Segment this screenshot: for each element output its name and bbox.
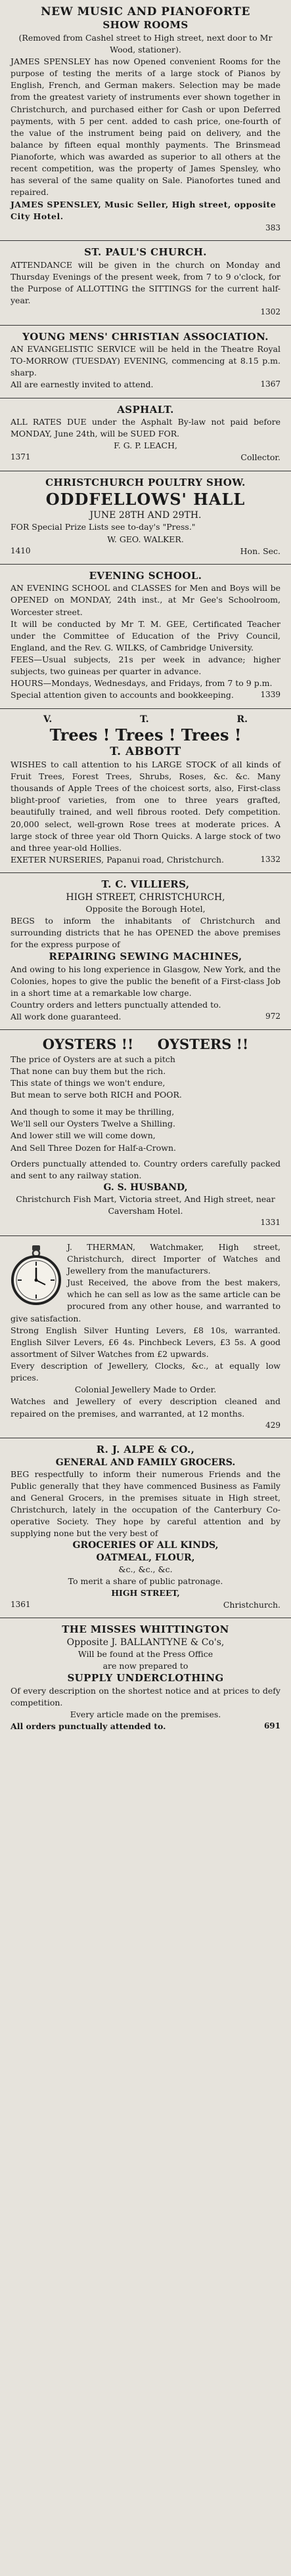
watches-ad bbox=[0, 1236, 291, 1438]
ad-title: EVENING SCHOOL. bbox=[89, 569, 202, 582]
ad-body: AN EVANGELISTIC SERVICE will be held in the Theatre Royal TO-MORROW (TUESDAY) EVENING, commencing at 8.15 p.m. sharp. bbox=[11, 344, 280, 378]
ad-body: AN EVENING SCHOOL and CLASSES for Men and Boys will be OPENED on MONDAY, 24th inst., at Mr Gee's Schoolroom, Worcester street. bbox=[11, 583, 280, 617]
piano-ad bbox=[0, 0, 291, 241]
verse-line: We'll sell our Oysters Twelve a Shilling. bbox=[11, 1119, 175, 1129]
ad-hall: ODDFELLOWS' HALL bbox=[45, 490, 246, 509]
ad-headline: OYSTERS !! OYSTERS !! bbox=[42, 1036, 249, 1053]
ad-signature: F. G. P. LEACH, bbox=[114, 440, 177, 451]
ad-number: 1367 bbox=[260, 379, 280, 389]
ad-line: All work done guaranteed. bbox=[11, 1012, 122, 1022]
ad-line: All are earnestly invited to attend. bbox=[11, 379, 154, 390]
ad-body-3: Strong English Silver Hunting Levers, £8 10s, warranted. English Silver Levers, £6 4s. Pinchbeck Levers, £3 5s. A good assortment of Silver Watches from £2 upwards. bbox=[11, 1325, 280, 1359]
ad-subtitle-2: Opposite the Borough Hotel, bbox=[85, 903, 206, 914]
vtr-letter: V. bbox=[43, 714, 53, 725]
ad-signature-title: Hon. Sec. bbox=[240, 546, 280, 556]
alpe-grocers-ad bbox=[0, 1438, 291, 1618]
ad-signature-title: Christchurch. bbox=[223, 1600, 280, 1610]
ad-number: 1339 bbox=[260, 690, 280, 700]
asphalt-ad bbox=[0, 398, 291, 471]
ad-title: NEW MUSIC AND PIANOFORTE bbox=[41, 5, 250, 18]
ad-body: Orders punctually attended to. Country orders carefully packed and sent to any railway station. bbox=[11, 1158, 280, 1180]
ad-number: 1332 bbox=[260, 854, 280, 864]
ad-body-3: Country orders and letters punctually attended to. bbox=[11, 1000, 221, 1010]
ad-signature: W. GEO. WALKER. bbox=[107, 534, 184, 544]
verse-line: That none can buy them but the rich. bbox=[11, 1065, 166, 1076]
ad-body-5: Special attention given to accounts and bookkeeping. bbox=[11, 690, 234, 700]
ad-title: ST. PAUL'S CHURCH. bbox=[84, 246, 207, 259]
ad-body: ALL RATES DUE under the Asphalt By-law not paid before MONDAY, June 24th, will be SUED FOR. bbox=[11, 417, 280, 439]
ymca-ad bbox=[0, 326, 291, 398]
ad-body-4: Every description of Jewellery, Clocks, &c., at equally low prices. bbox=[11, 1361, 280, 1383]
verse-spacer bbox=[11, 1101, 280, 1106]
ad-body-2: It will be conducted by Mr T. M. GEE, Certificated Teacher under the Committee of Education of the Privy Council, England, and the Rev. G. WILKS, of Cambridge University. bbox=[11, 618, 280, 653]
ad-footer-row bbox=[11, 1011, 280, 1023]
ad-subtitle: GENERAL AND FAMILY GROCERS. bbox=[55, 1457, 236, 1468]
ad-footer-row bbox=[11, 1721, 280, 1732]
vtr-letter: R. bbox=[236, 714, 248, 725]
ad-body-2: And owing to his long experience in Glasgow, New York, and the Colonies, hopes to give the public the benefit of a First-class Job in a short time at a remarkable low charge. bbox=[11, 964, 280, 998]
vtr-header bbox=[11, 714, 280, 725]
ad-body-2: are now prepared to bbox=[102, 1661, 189, 1671]
ad-body-3: FEES—Usual subjects, 21s per week in advance; higher subjects, two guineas per quarter in advance. bbox=[11, 655, 280, 677]
verse-line: And though to some it may be thrilling, bbox=[11, 1107, 175, 1117]
ad-footer-row bbox=[11, 452, 280, 463]
trees-ad bbox=[0, 709, 291, 874]
ad-note: (Removed from Cashel street to High street, next door to Mr Wood, stationer). bbox=[18, 32, 273, 54]
ad-body-4: HOURS—Mondays, Wednesdays, and Fridays, from 7 to 9 p.m. bbox=[11, 678, 273, 689]
ad-feature-3: &c., &c., &c. bbox=[118, 1564, 173, 1574]
ad-footer-row bbox=[11, 1599, 280, 1611]
ad-title: T. C. VILLIERS, bbox=[101, 878, 190, 891]
ad-headline: Trees ! Trees ! Trees ! bbox=[49, 725, 242, 744]
villiers-ad bbox=[0, 873, 291, 1030]
verse-line: The price of Oysters are at such a pitch bbox=[11, 1054, 175, 1064]
ad-footer-row bbox=[11, 689, 280, 701]
ad-body-4: Every article made on the premises. bbox=[70, 1709, 221, 1720]
verse-line: This state of things we won't endure, bbox=[11, 1077, 166, 1088]
ad-body: WISHES to call attention to his LARGE STOCK of all kinds of Fruit Trees, Forest Trees, Shrubs, Roses, &c. &c. Many thousands of Apple Trees of the choicest sorts, also, First-class blight-proof varieties, from one to three years grafted, beautifully trained, and well fibrous rooted. Defy competition. 20,000 select, well-grown Rose trees at moderate prices. A large stock of three year old Thorn Quicks. A large stock of two and three year-old Hollies. bbox=[11, 759, 280, 853]
ad-number: 691 bbox=[263, 1721, 280, 1731]
ad-body-2: Just Received, the above from the best makers, which he can sell as low as the same article can be procured from any other house, and warranted to give satisfaction. bbox=[11, 1277, 280, 1323]
ad-signature: HIGH STREET, bbox=[111, 1588, 180, 1599]
ad-body-6: Watches and Jewellery of every description cleaned and repaired on the premises, and warranted, at 12 months. bbox=[11, 1396, 280, 1419]
ad-feature-2: OATMEAL, FLOUR, bbox=[96, 1552, 195, 1563]
ad-number: 1410 bbox=[11, 546, 31, 555]
ad-signature: JAMES SPENSLEY, Music Seller, High street, opposite City Hotel. bbox=[11, 199, 277, 221]
ad-number: 972 bbox=[265, 1012, 280, 1021]
ad-body: BEG respectfully to inform their numerous Friends and the Public generally that they have commenced Business as Family and General Grocers, in the premises situate in High street, Christchurch, lately in the occupation of the Canterbury Co-operative Society. They hope by careful attention and by supplying none but the very best of bbox=[11, 1469, 280, 1539]
ad-body-5: Colonial Jewellery Made to Order. bbox=[74, 1385, 217, 1395]
ad-signature: G. S. HUSBAND, bbox=[103, 1182, 188, 1193]
ad-body-3: Of every description on the shortest notice and at prices to defy competition. bbox=[11, 1685, 280, 1707]
ad-feature: REPAIRING SEWING MACHINES, bbox=[49, 951, 242, 963]
ad-footer-row bbox=[11, 854, 280, 866]
ad-number: 1331 bbox=[260, 1218, 280, 1228]
ad-title: CHRISTCHURCH POULTRY SHOW. bbox=[45, 476, 246, 488]
ad-title: ASPHALT. bbox=[117, 403, 174, 416]
ad-body: Will be found at the Press Office bbox=[78, 1649, 213, 1660]
ad-address: Christchurch Fish Mart, Victoria street, And High street, near Caversham Hotel. bbox=[16, 1194, 275, 1216]
vtr-letter: T. bbox=[140, 714, 149, 725]
verse-line: But mean to serve both RICH and POOR. bbox=[11, 1090, 182, 1100]
ad-signature: EXETER NURSERIES, Papanui road, Christchurch. bbox=[11, 854, 224, 865]
evening-school-ad bbox=[0, 565, 291, 709]
ad-body: FOR Special Prize Lists see to-day's "Press." bbox=[11, 522, 196, 532]
ad-number: 1371 bbox=[11, 452, 31, 462]
ad-dates: JUNE 28TH AND 29TH. bbox=[89, 510, 202, 521]
ad-title: THE MISSES WHITTINGTON bbox=[62, 1623, 229, 1636]
ad-footer-row bbox=[11, 379, 280, 391]
ad-body: ATTENDANCE will be given in the church on Monday and Thursday Evenings of the present week, from 7 to 9 o'clock, for the Purpose of ALLOTTING the SITTINGS for the current half-year. bbox=[11, 259, 280, 306]
ad-line: All orders punctually attended to. bbox=[11, 1721, 166, 1732]
verse-line: And lower still we will come down, bbox=[11, 1130, 156, 1141]
ad-subtitle: HIGH STREET, CHRISTCHURCH, bbox=[66, 891, 225, 903]
pocket-watch-icon bbox=[11, 1244, 62, 1307]
oysters-ad bbox=[0, 1030, 291, 1235]
ad-body-2: To merit a share of public patronage. bbox=[68, 1576, 223, 1586]
ad-title: YOUNG MENS' CHRISTIAN ASSOCIATION. bbox=[22, 330, 269, 343]
ad-title: R. J. ALPE & CO., bbox=[96, 1444, 195, 1456]
ad-subtitle: Opposite J. BALLANTYNE & Co's, bbox=[66, 1637, 225, 1648]
ad-number: 429 bbox=[265, 1420, 280, 1430]
ad-footer-row bbox=[11, 546, 280, 557]
ad-number: 1302 bbox=[260, 307, 280, 317]
ad-body: BEGS to inform the inhabitants of Christchurch and surrounding districts that he has OPENED the above premises for the express purpose of bbox=[11, 915, 280, 950]
ad-body: J. THERMAN, Watchmaker, High street, Christchurch, direct Importer of Watches and Jewellery from the manufacturers. bbox=[67, 1241, 280, 1276]
ad-feature: GROCERIES OF ALL KINDS, bbox=[72, 1540, 219, 1551]
ad-signature-title: Collector. bbox=[240, 452, 280, 463]
ad-number: 1361 bbox=[11, 1600, 31, 1610]
ad-number: 383 bbox=[265, 223, 280, 232]
whittington-ad bbox=[0, 1618, 291, 1739]
ad-name: T. ABBOTT bbox=[110, 744, 181, 758]
ad-body: JAMES SPENSLEY has now Opened convenient Rooms for the purpose of testing the merits of a large stock of Pianos by English, French, and German makers. Selection may be made from the greatest variety of instruments ever shown together in Christchurch, and purchased either for Cash or upon Deferred payments, with 5 per cent. added to cash price, one-fourth of the value of the instrument being paid on delivery, and the balance by fifteen equal monthly payments. The Brinsmead Pianoforte, which was awarded as superior to all others at the recent competition, was the property of James Spensley, who has several of the same quality on Sale. Pianofortes tuned and repaired. bbox=[11, 56, 280, 198]
st-pauls-ad bbox=[0, 241, 291, 325]
ad-subtitle: SHOW ROOMS bbox=[102, 19, 189, 32]
ad-feature: SUPPLY UNDERCLOTHING bbox=[67, 1672, 224, 1685]
verse-line: And Sell Three Dozen for Half-a-Crown. bbox=[11, 1142, 176, 1153]
poultry-show-ad bbox=[0, 471, 291, 565]
